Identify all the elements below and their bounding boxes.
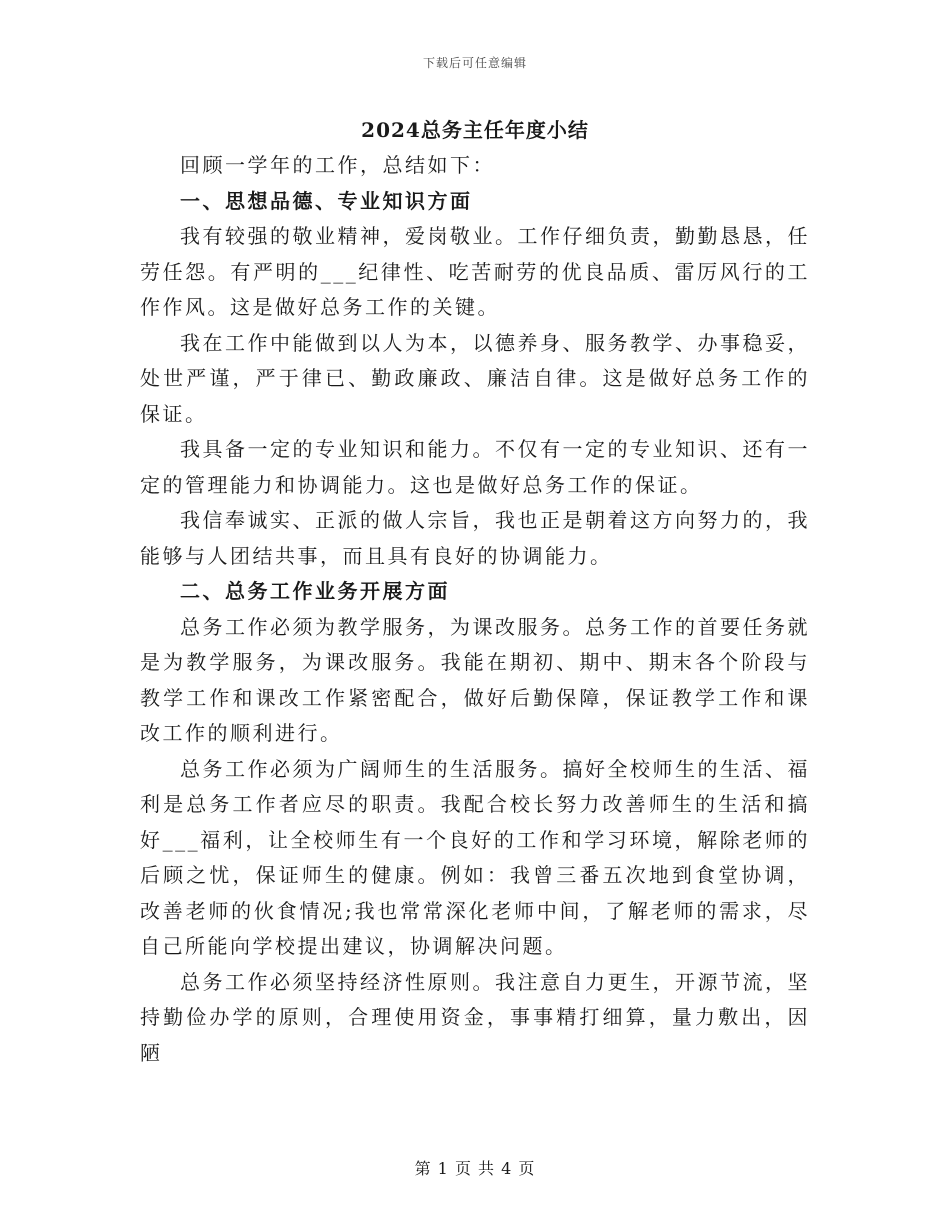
document-title: 2024总务主任年度小结 — [361, 118, 589, 142]
paragraph-intro: 回顾一学年的工作，总结如下： — [180, 153, 495, 177]
page-number-footer: 第 1 页 共 4 页 — [414, 1159, 536, 1178]
paragraph: 总务工作必须为广阔师生的生活服务。搞好全校师生的生活、福利是总务工作者应尽的职责。我配合校长努力改善师生的生活和搞好___福利，让全校师生有一个良好的工作和学习环境，解除老师的后顾之忧，保证师生的健康。例如：我曾三番五次地到食堂协调，改善老师的伙食情况;我也常常深化老师中间，了解老师的需求，尽自己所能向学校提出建议，协调解决问题。 — [140, 756, 810, 958]
paragraph: 总务工作必须坚持经济性原则。我注意自力更生，开源节流，坚持勤俭办学的原则，合理使用资金，事事精打细算，量力敷出，因陋 — [140, 969, 810, 1065]
header-note: 下载后可任意编辑 — [422, 56, 527, 70]
section-heading-1: 一、思想品德、专业知识方面 — [180, 188, 473, 213]
section-heading-2: 二、总务工作业务开展方面 — [180, 579, 450, 603]
document-body — [140, 148, 810, 1071]
paragraph: 我具备一定的专业知识和能力。不仅有一定的专业知识、还有一定的管理能力和协调能力。这也是做好总务工作的保证。 — [140, 437, 810, 497]
paragraph: 总务工作必须为教学服务，为课改服务。总务工作的首要任务就是为教学服务，为课改服务。我能在期初、期中、期末各个阶段与教学工作和课改工作紧密配合，做好后勤保障，保证教学工作和课改工作的顺利进行。 — [140, 614, 810, 745]
paragraph: 我有较强的敬业精神，爱岗敬业。工作仔细负责，勤勤恳恳，任劳任怨。有严明的___纪律性、吃苦耐劳的优良品质、雷厉风行的工作作风。这是做好总务工作的关键。 — [140, 224, 810, 319]
paragraph: 我信奉诚实、正派的做人宗旨，我也正是朝着这方向努力的，我能够与人团结共事，而且具有良好的协调能力。 — [140, 508, 810, 568]
paragraph: 我在工作中能做到以人为本，以德养身、服务教学、办事稳妥，处世严谨，严于律已、勤政廉政、廉洁自律。这是做好总务工作的保证。 — [140, 330, 810, 426]
